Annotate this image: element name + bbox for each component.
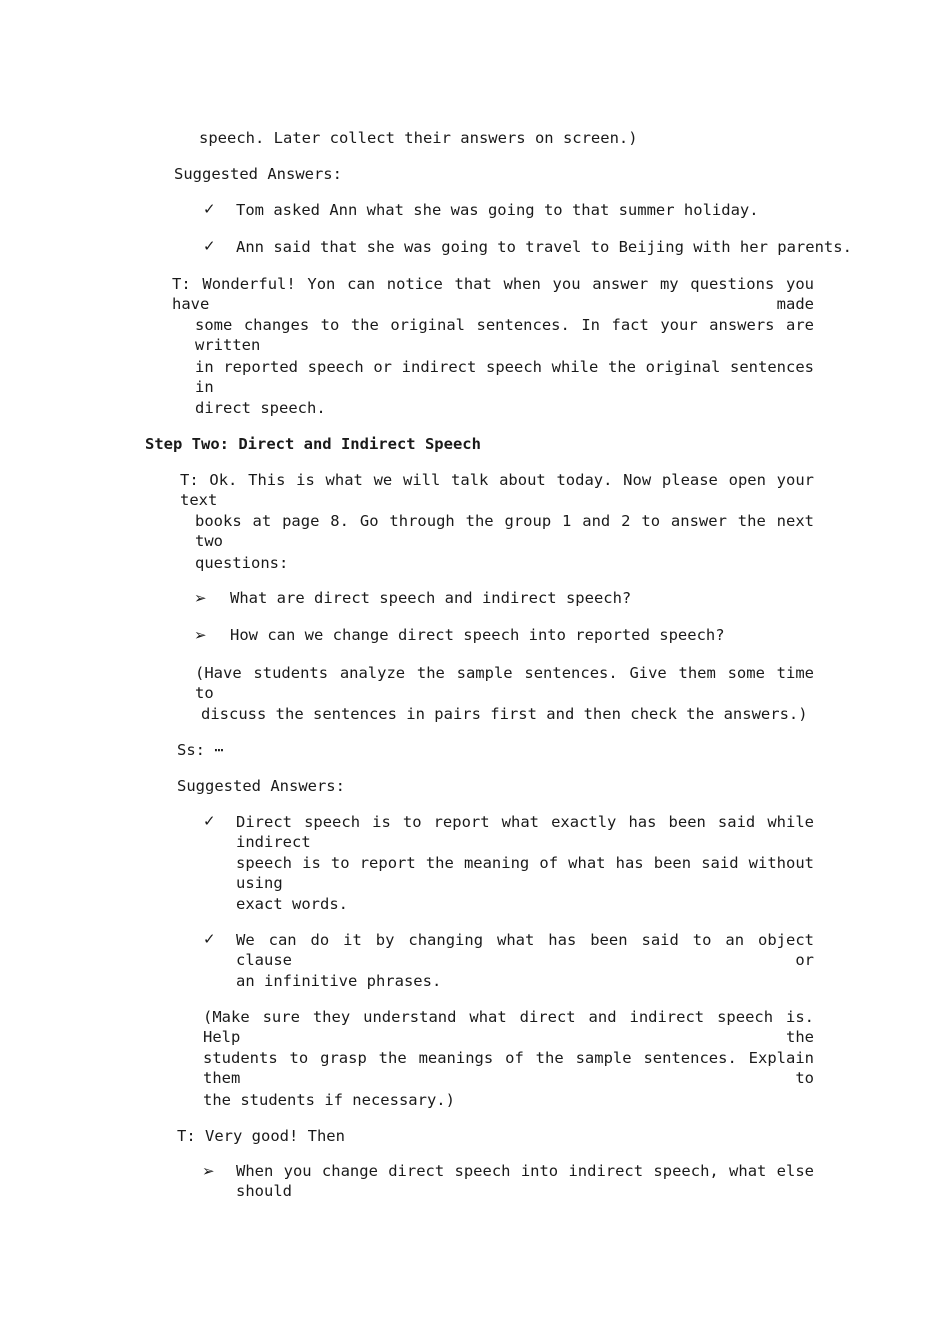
text-line: T: Wonderful! Yon can notice that when you answer my questions you have made: [172, 275, 814, 313]
text-line: in reported speech or indirect speech while the original sentences in: [195, 358, 814, 396]
text-line: questions:: [195, 554, 289, 572]
text-line: direct speech.: [195, 399, 326, 417]
list-item: an infinitive phrases.: [236, 972, 442, 990]
checkmark-icon: ✓: [203, 812, 216, 830]
text-line: Ss: ⋯: [177, 741, 224, 759]
checkmark-icon: ✓: [203, 930, 216, 948]
list-item: What are direct speech and indirect speech?: [230, 589, 632, 607]
text-line: books at page 8. Go through the group 1 and 2 to answer the next two: [195, 512, 814, 550]
list-item: Direct speech is to report what exactly has been said while indirect: [236, 813, 814, 851]
text-line: speech. Later collect their answers on screen.): [199, 129, 638, 147]
text-line: some changes to the original sentences. In fact your answers are written: [195, 316, 814, 354]
text-line: T: Very good! Then: [177, 1127, 345, 1145]
list-item: We can do it by changing what has been said to an object clause or: [236, 931, 814, 969]
section-heading: Step Two: Direct and Indirect Speech: [145, 435, 481, 453]
arrow-bullet-icon: ➢: [202, 1162, 215, 1180]
label-suggested-answers: Suggested Answers:: [177, 777, 345, 795]
list-item: Ann said that she was going to travel to Beijing with her parents.: [236, 238, 852, 256]
checkmark-icon: ✓: [203, 200, 216, 218]
label-suggested-answers: Suggested Answers:: [174, 165, 342, 183]
text-line: discuss the sentences in pairs first and then check the answers.): [201, 705, 808, 723]
text-line: (Make sure they understand what direct and indirect speech is. Help the: [203, 1008, 814, 1046]
list-item: How can we change direct speech into reported speech?: [230, 626, 725, 644]
text-line: T: Ok. This is what we will talk about today. Now please open your text: [180, 471, 814, 509]
text-line: students to grasp the meanings of the sample sentences. Explain them to: [203, 1049, 814, 1087]
arrow-bullet-icon: ➢: [194, 626, 207, 644]
text-line: (Have students analyze the sample sentences. Give them some time to: [195, 664, 814, 702]
list-item: exact words.: [236, 895, 348, 913]
list-item: speech is to report the meaning of what has been said without using: [236, 854, 814, 892]
list-item: Tom asked Ann what she was going to that summer holiday.: [236, 201, 759, 219]
checkmark-icon: ✓: [203, 237, 216, 255]
list-item: When you change direct speech into indirect speech, what else should: [236, 1162, 814, 1200]
text-line: the students if necessary.): [203, 1091, 455, 1109]
arrow-bullet-icon: ➢: [194, 589, 207, 607]
